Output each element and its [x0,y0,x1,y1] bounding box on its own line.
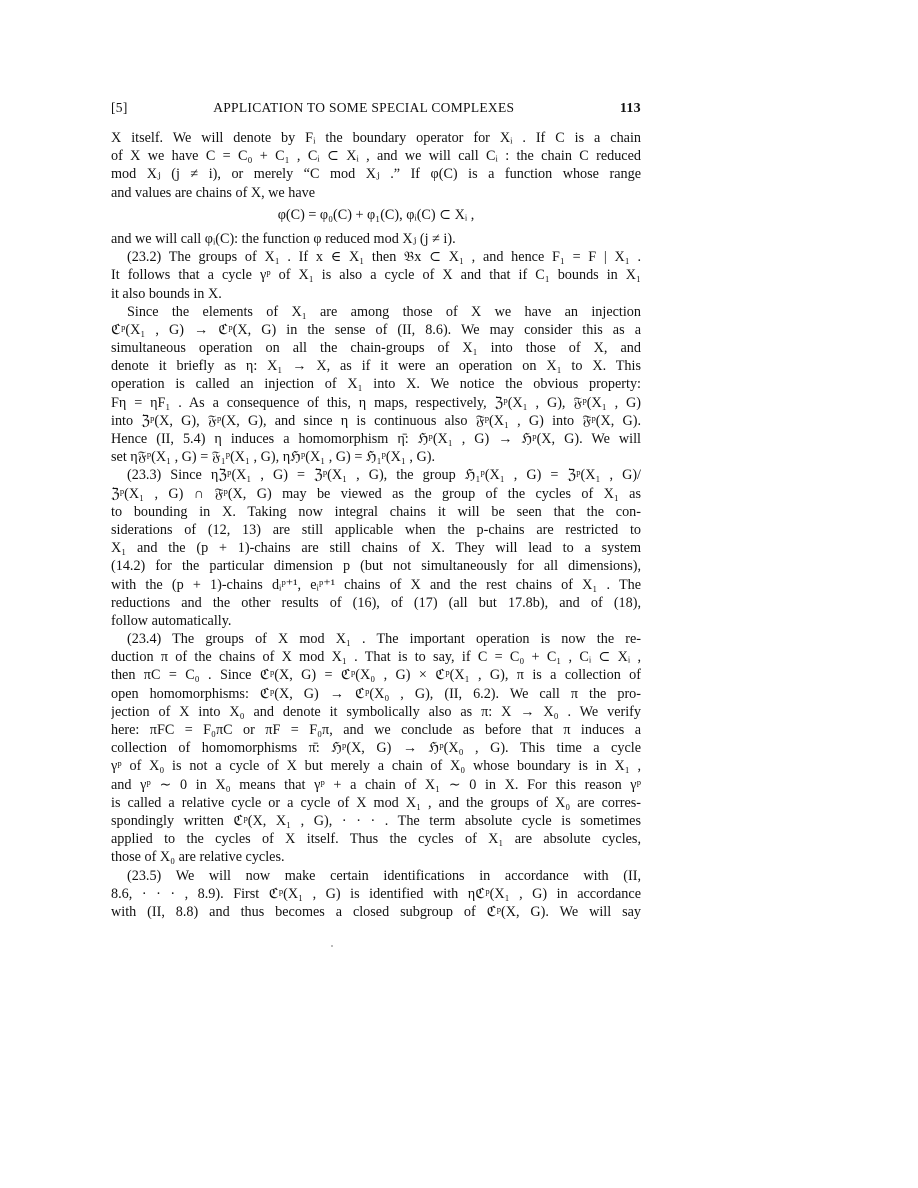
print-speck [331,945,333,947]
text-line: with (II, 8.8) and thus becomes a closed subgroup of ℭᵖ(X, G). We will say [111,903,641,920]
text-line: with the (p + 1)-chains dᵢᵖ⁺¹, eᵢᵖ⁺¹ chains of X and the rest chains of X₁ . The [111,576,641,593]
text-line: is called a relative cycle or a cycle of X mod X₁ , and the groups of X₀ are corres- [111,794,641,811]
text-line: collection of homomorphisms π̄: ℌᵖ(X, G) → ℌᵖ(X₀ , G). This time a cycle [111,740,641,757]
text-line: Fη = ηF₁ . As a consequence of this, η maps, respectively, ℨᵖ(X₁ , G), 𝔉ᵖ(X₁ , G) [111,394,641,411]
running-head [111,100,641,117]
text-line: of X we have C = C₀ + C₁ , Cᵢ ⊂ Xᵢ , and we will call Cᵢ : the chain C reduced [111,148,641,165]
text-line: duction π of the chains of X mod X₁ . That is to say, if C = C₀ + C₁ , Cᵢ ⊂ Xᵢ , [111,649,641,666]
text-line: then πC = C₀ . Since ℭᵖ(X, G) = ℭᵖ(X₀ , G) × ℭᵖ(X₁ , G), π is a collection of [111,667,641,684]
display-equation: φ(C) = φ₀(C) + φ₁(C), φᵢ(C) ⊂ Xᵢ , [277,206,475,223]
text-line: and we will call φᵢ(C): the function φ reduced mod Xⱼ (j ≠ i). [111,230,456,247]
section-marker: [5] [111,100,128,115]
text-line: follow automatically. [111,612,232,629]
text-line: and values are chains of X, we have [111,184,316,201]
text-line: X itself. We will denote by Fᵢ the boundary operator for Xᵢ . If C is a chain [111,130,641,146]
text-line: set η𝔉ᵖ(X₁ , G) = 𝔉₁ᵖ(X₁ , G), ηℌᵖ(X₁ , G) = ℌ₁ᵖ(X₁ , G). [111,449,435,466]
text-line: X₁ and the (p + 1)-chains are still chains of X. They will lead to a system [111,540,641,557]
text-line: γᵖ of X₀ is not a cycle of X but merely a chain of X₀ whose boundary is in X₁ , [111,758,641,775]
text-line: ℭᵖ(X₁ , G) → ℭᵖ(X, G) in the sense of (II, 8.6). We may consider this as a [111,321,641,338]
text-line: It follows that a cycle γᵖ of X₁ is also a cycle of X and that if C₁ bounds in X₁ [111,267,641,284]
text-line: (23.3) Since ηℨᵖ(X₁ , G) = ℨᵖ(X₁ , G), the group ℌ₁ᵖ(X₁ , G) = ℨᵖ(X₁ , G)/ [127,467,641,484]
text-line: Since the elements of X₁ are among those of X we have an injection [127,303,641,320]
book-page [111,100,641,921]
text-line: to bounding in X. Taking now integral chains it will be seen that the con- [111,503,641,520]
text-line: mod Xⱼ (j ≠ i), or merely “C mod Xⱼ .” If φ(C) is a function whose range [111,166,641,183]
text-line: (23.5) We will now make certain identifications in accordance with (II, [127,867,641,884]
text-line: reductions and the other results of (16), of (17) (all but 17.8b), and of (18), [111,594,641,611]
text-line: into ℨᵖ(X, G), 𝔉ᵖ(X, G), and since η is continuous also 𝔉̄ᵖ(X₁ , G) into 𝔉̄ᵖ(X, G). [111,412,641,429]
text-line: 8.6, · · · , 8.9). First ℭᵖ(X₁ , G) is identified with ηℭᵖ(X₁ , G) in accordance [111,885,641,902]
text-line: spondingly written ℭᵖ(X, X₁ , G), · · · . The term absolute cycle is sometimes [111,812,641,829]
text-line: and γᵖ ∼ 0 in X₀ means that γᵖ + a chain of X₁ ∼ 0 in X. For this reason γᵖ [111,776,641,793]
text-line: denote it briefly as η: X₁ → X, as if it were an operation on X₁ to X. This [111,358,641,375]
text-line: simultaneous operation on all the chain-groups of X₁ into those of X, and [111,340,641,357]
page-number: 113 [619,101,641,116]
text-line: applied to the cycles of X itself. Thus the cycles of X₁ are absolute cycles, [111,831,641,848]
text-line: (14.2) for the particular dimension p (but not simultaneously for all dimensions), [111,558,641,575]
text-line: it also bounds in X. [111,285,222,302]
text-line: ℨᵖ(X₁ , G) ∩ 𝔉̄ᵖ(X, G) may be viewed as the group of the cycles of X₁ as [111,485,641,502]
text-line: here: πFC = F₀πC or πF = F₀π, and we conclude as before that π induces a [111,722,641,738]
text-line: operation is called an injection of X₁ into X. We notice the obvious property: [111,376,641,393]
text-line: (23.4) The groups of X mod X₁ . The important operation is now the re- [127,631,641,648]
text-line: jection of X into X₀ and denote it symbolically also as π: X → X₀ . We verify [111,703,641,720]
text-line: Hence (II, 5.4) η induces a homomorphism η̄: ℌᵖ(X₁ , G) → ℌᵖ(X, G). We will [111,431,641,447]
text-line: (23.2) The groups of X₁ . If x ∈ X₁ then 𝔅x ⊂ X₁ , and hence F₁ = F | X₁ . [127,249,641,266]
running-title: APPLICATION TO SOME SPECIAL COMPLEXES [213,100,515,115]
text-line: open homomorphisms: ℭᵖ(X, G) → ℭᵖ(X₀ , G), (II, 6.2). We call π the pro- [111,685,641,702]
text-line: siderations of (12, 13) are still applicable when the p-chains are restricted to [111,521,641,538]
text-line: those of X₀ are relative cycles. [111,849,285,866]
body-text [111,129,641,921]
